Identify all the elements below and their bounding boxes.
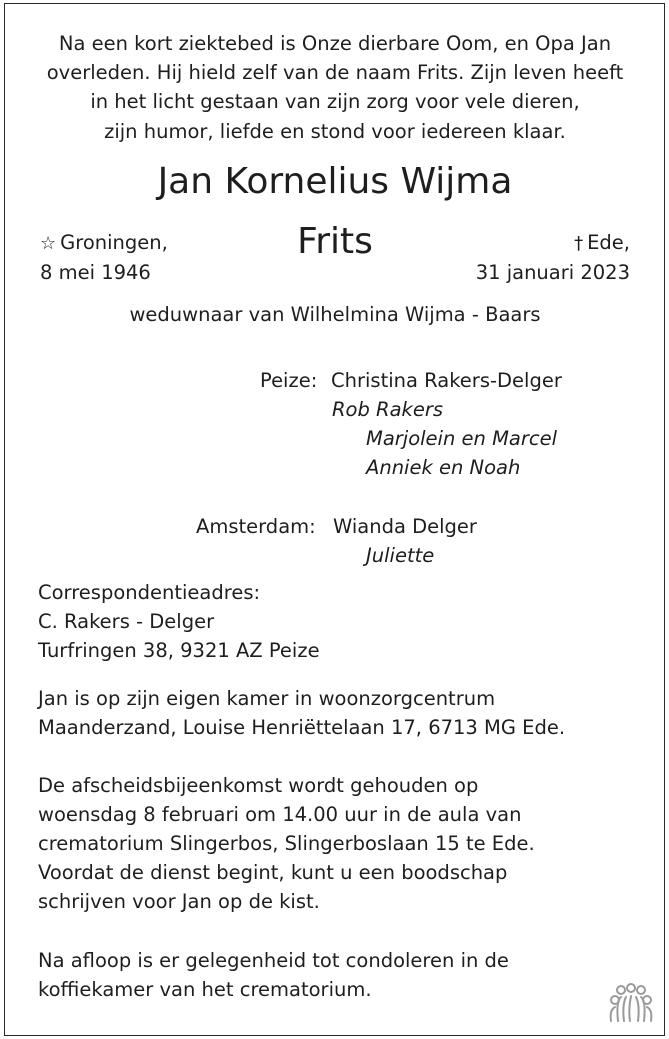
intro-text <box>20 29 650 146</box>
family-member: Marjolein en Marcel <box>366 427 558 450</box>
farewell-line: De afscheidsbijeenkomst wordt gehouden op <box>38 774 479 797</box>
widower-line: weduwnaar van Wilhelmina Wijma - Baars <box>129 303 541 326</box>
condolence-info <box>38 946 509 1004</box>
farewell-line: crematorium Slingerbos, Slingerboslaan 15 te Ede. <box>38 832 535 855</box>
family-member: Rob Rakers <box>332 398 444 421</box>
condolence-line: Na afloop is er gelegenheid tot condoleren in de <box>38 949 509 972</box>
family-place-amsterdam: Amsterdam: <box>196 515 316 538</box>
death-date: 31 januari 2023 <box>475 261 630 284</box>
family-member: Wianda Delger <box>333 515 477 538</box>
cross-icon: † <box>574 233 584 254</box>
correspondence-street: Turfringen 38, 9321 AZ Peize <box>38 639 320 662</box>
intro-line: Na een kort ziektebed is Onze dierbare Oom, en Opa Jan <box>58 32 612 55</box>
family-place-peize: Peize: <box>260 369 318 392</box>
people-group-icon <box>607 983 655 1025</box>
correspondence-heading: Correspondentieadres: <box>38 581 261 604</box>
intro-line: zijn humor, liefde en stond voor iedereen klaar. <box>104 119 566 143</box>
correspondence-address <box>38 578 320 665</box>
farewell-info <box>38 771 535 916</box>
intro-line: overleden. Hij hield zelf van de naam Frits. Zijn leven heeft <box>46 61 624 85</box>
intro-line: in het licht gestaan van zijn zorg voor vele dieren, <box>90 90 580 114</box>
farewell-line: schrijven voor Jan op de kist. <box>38 890 320 913</box>
family-member: Anniek en Noah <box>366 456 521 479</box>
family-member: Christina Rakers-Delger <box>331 369 562 392</box>
condolence-line: koffiekamer van het crematorium. <box>38 978 372 1001</box>
birth-place: Groningen, <box>60 231 168 254</box>
birth-date: 8 mei 1946 <box>40 261 151 284</box>
correspondence-name: C. Rakers - Delger <box>38 610 215 633</box>
room-info <box>38 684 565 742</box>
star-icon: ☆ <box>40 233 57 254</box>
family-member: Juliette <box>366 544 435 567</box>
birth-info <box>40 228 168 287</box>
deceased-nickname: Frits <box>297 221 373 262</box>
farewell-line: woensdag 8 februari om 14.00 uur in de aula van <box>38 803 522 826</box>
room-line: Jan is op zijn eigen kamer in woonzorgcentrum <box>38 687 496 710</box>
death-info <box>476 228 630 287</box>
room-line: Maanderzand, Louise Henriëttelaan 17, 6713 MG Ede. <box>38 716 566 739</box>
deceased-full-name: Jan Kornelius Wijma <box>157 161 513 202</box>
farewell-line: Voordat de dienst begint, kunt u een boodschap <box>38 861 508 884</box>
death-place: Ede, <box>587 231 630 254</box>
